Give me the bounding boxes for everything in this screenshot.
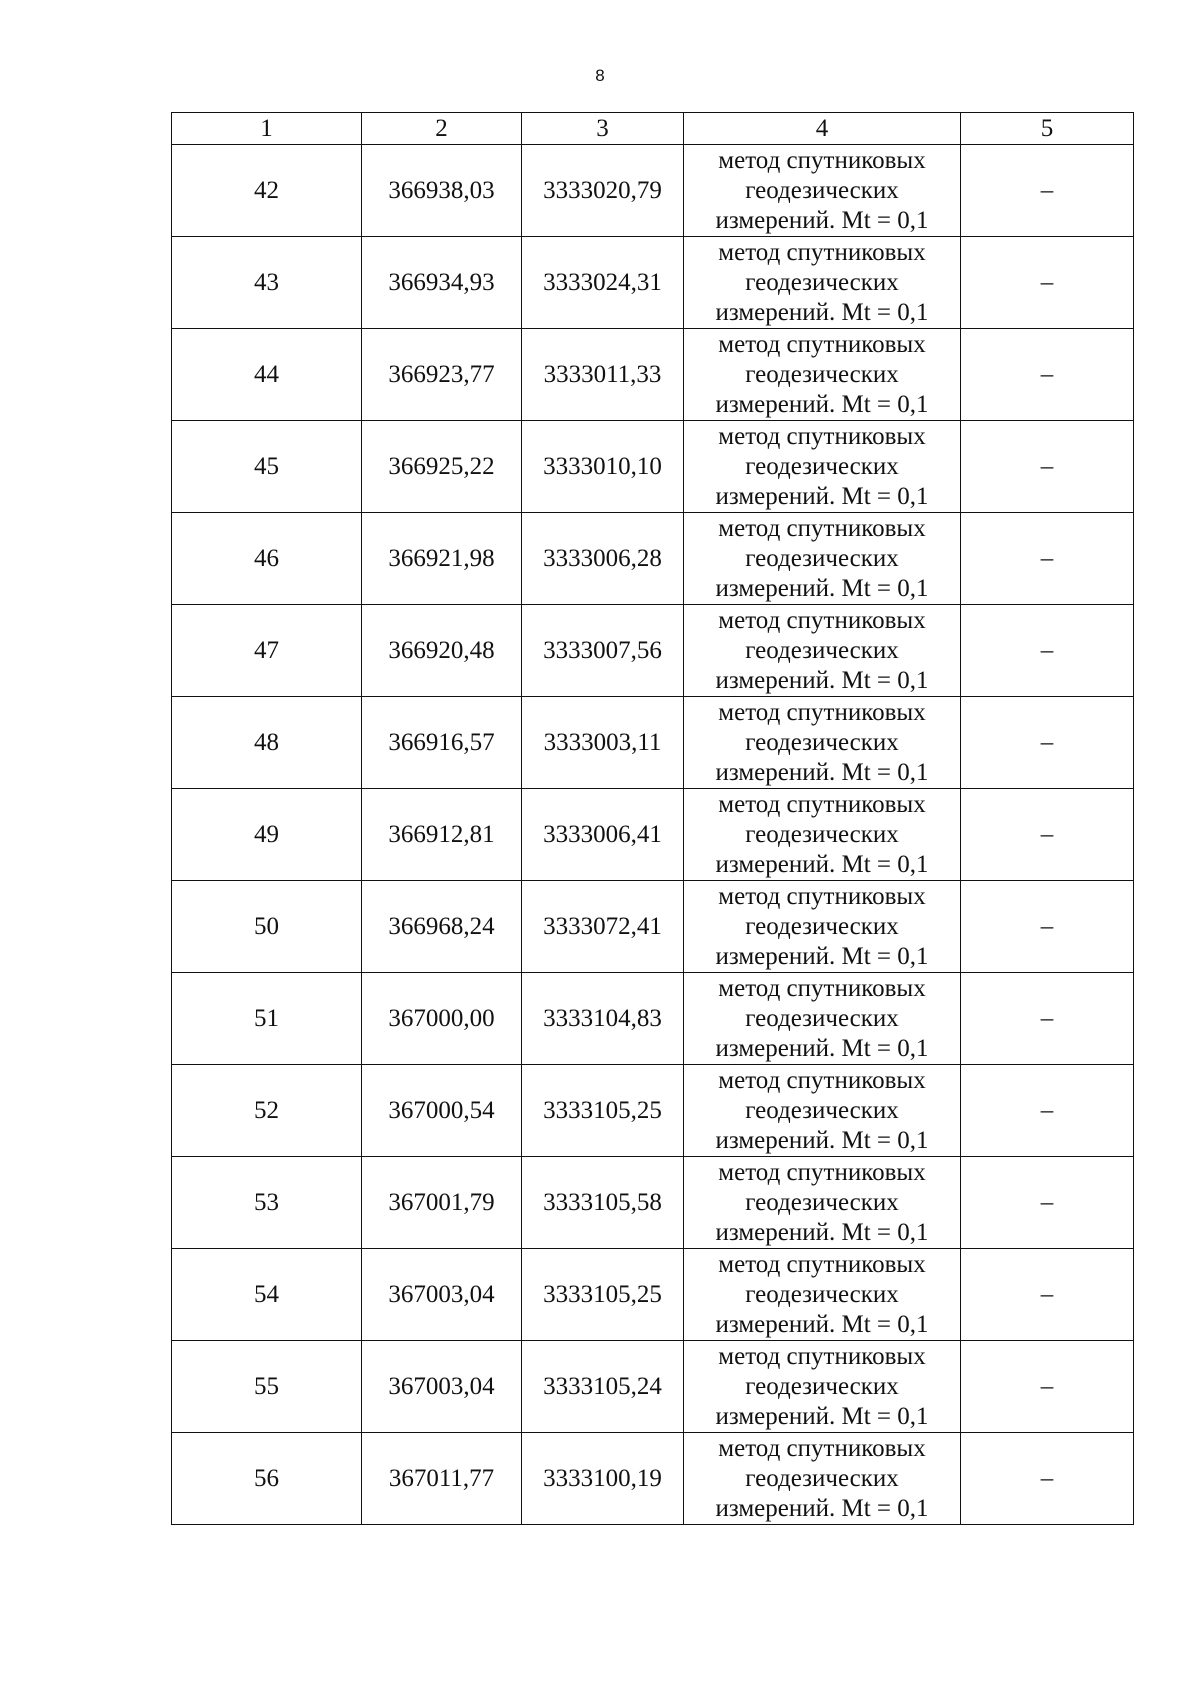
point-number-cell: 53 — [172, 1157, 362, 1249]
method-line: метод спутниковых — [718, 422, 926, 450]
method-line: метод спутниковых — [718, 882, 926, 910]
x-coordinate-cell: 366921,98 — [362, 513, 522, 605]
point-number-cell: 50 — [172, 881, 362, 973]
note-cell: – — [961, 789, 1134, 881]
y-coordinate-cell: 3333007,56 — [522, 605, 684, 697]
method-line: измерений. Mt = 0,1 — [715, 1310, 929, 1338]
point-number-cell: 55 — [172, 1341, 362, 1433]
method-cell — [684, 329, 961, 421]
column-header-3: 3 — [522, 113, 684, 145]
table-row — [172, 1341, 1134, 1433]
y-coordinate-cell: 3333105,25 — [522, 1249, 684, 1341]
x-coordinate-cell: 366925,22 — [362, 421, 522, 513]
method-line: геодезических — [745, 360, 899, 388]
method-line: геодезических — [745, 1372, 899, 1400]
method-line: геодезических — [745, 728, 899, 756]
method-line: измерений. Mt = 0,1 — [715, 298, 929, 326]
y-coordinate-cell: 3333024,31 — [522, 237, 684, 329]
note-cell: – — [961, 1433, 1134, 1525]
point-number-cell: 52 — [172, 1065, 362, 1157]
table-row — [172, 881, 1134, 973]
table-row — [172, 1433, 1134, 1525]
note-cell: – — [961, 513, 1134, 605]
table-row — [172, 789, 1134, 881]
method-line: геодезических — [745, 1004, 899, 1032]
column-header-1: 1 — [172, 113, 362, 145]
x-coordinate-cell: 367000,54 — [362, 1065, 522, 1157]
method-line: метод спутниковых — [718, 330, 926, 358]
method-cell — [684, 1249, 961, 1341]
note-cell: – — [961, 145, 1134, 237]
point-number-cell: 43 — [172, 237, 362, 329]
method-cell — [684, 605, 961, 697]
method-line: метод спутниковых — [718, 1066, 926, 1094]
y-coordinate-cell: 3333010,10 — [522, 421, 684, 513]
y-coordinate-cell: 3333011,33 — [522, 329, 684, 421]
x-coordinate-cell: 366923,77 — [362, 329, 522, 421]
method-cell — [684, 697, 961, 789]
x-coordinate-cell: 367000,00 — [362, 973, 522, 1065]
note-cell: – — [961, 421, 1134, 513]
method-cell — [684, 145, 961, 237]
note-cell: – — [961, 881, 1134, 973]
point-number-cell: 45 — [172, 421, 362, 513]
x-coordinate-cell: 367003,04 — [362, 1341, 522, 1433]
method-line: измерений. Mt = 0,1 — [715, 390, 929, 418]
method-line: измерений. Mt = 0,1 — [715, 1034, 929, 1062]
x-coordinate-cell: 367001,79 — [362, 1157, 522, 1249]
method-line: измерений. Mt = 0,1 — [715, 1494, 929, 1522]
method-cell — [684, 881, 961, 973]
y-coordinate-cell: 3333104,83 — [522, 973, 684, 1065]
method-line: геодезических — [745, 636, 899, 664]
y-coordinate-cell: 3333105,25 — [522, 1065, 684, 1157]
method-line: геодезических — [745, 1096, 899, 1124]
x-coordinate-cell: 366938,03 — [362, 145, 522, 237]
page-number: 8 — [595, 66, 605, 85]
y-coordinate-cell: 3333006,28 — [522, 513, 684, 605]
y-coordinate-cell: 3333072,41 — [522, 881, 684, 973]
method-line: геодезических — [745, 452, 899, 480]
point-number-cell: 56 — [172, 1433, 362, 1525]
table-body — [172, 145, 1134, 1525]
method-line: геодезических — [745, 176, 899, 204]
y-coordinate-cell: 3333003,11 — [522, 697, 684, 789]
note-cell: – — [961, 1341, 1134, 1433]
table-row — [172, 1065, 1134, 1157]
method-line: метод спутниковых — [718, 974, 926, 1002]
note-cell: – — [961, 1157, 1134, 1249]
method-line: метод спутниковых — [718, 238, 926, 266]
table-row — [172, 1249, 1134, 1341]
method-line: метод спутниковых — [718, 1434, 926, 1462]
method-cell — [684, 1341, 961, 1433]
point-number-cell: 49 — [172, 789, 362, 881]
method-line: геодезических — [745, 1188, 899, 1216]
method-line: измерений. Mt = 0,1 — [715, 1218, 929, 1246]
table-row — [172, 605, 1134, 697]
y-coordinate-cell: 3333100,19 — [522, 1433, 684, 1525]
header-row — [172, 113, 1134, 145]
table-header — [172, 113, 1134, 145]
method-cell — [684, 237, 961, 329]
method-line: измерений. Mt = 0,1 — [715, 574, 929, 602]
table-row — [172, 1157, 1134, 1249]
note-cell: – — [961, 973, 1134, 1065]
table-row — [172, 145, 1134, 237]
note-cell: – — [961, 1065, 1134, 1157]
y-coordinate-cell: 3333006,41 — [522, 789, 684, 881]
x-coordinate-cell: 366912,81 — [362, 789, 522, 881]
point-number-cell: 51 — [172, 973, 362, 1065]
column-header-5: 5 — [961, 113, 1134, 145]
table-row — [172, 329, 1134, 421]
method-line: метод спутниковых — [718, 146, 926, 174]
x-coordinate-cell: 366916,57 — [362, 697, 522, 789]
method-line: измерений. Mt = 0,1 — [715, 758, 929, 786]
y-coordinate-cell: 3333020,79 — [522, 145, 684, 237]
point-number-cell: 42 — [172, 145, 362, 237]
method-cell — [684, 513, 961, 605]
method-line: измерений. Mt = 0,1 — [715, 1402, 929, 1430]
method-line: метод спутниковых — [718, 698, 926, 726]
note-cell: – — [961, 697, 1134, 789]
y-coordinate-cell: 3333105,58 — [522, 1157, 684, 1249]
x-coordinate-cell: 366920,48 — [362, 605, 522, 697]
note-cell: – — [961, 329, 1134, 421]
note-cell: – — [961, 1249, 1134, 1341]
point-number-cell: 46 — [172, 513, 362, 605]
method-line: геодезических — [745, 268, 899, 296]
coordinates-table — [171, 112, 1134, 1525]
method-line: геодезических — [745, 1280, 899, 1308]
method-line: метод спутниковых — [718, 1250, 926, 1278]
method-line: измерений. Mt = 0,1 — [715, 942, 929, 970]
method-line: метод спутниковых — [718, 1342, 926, 1370]
method-line: измерений. Mt = 0,1 — [715, 850, 929, 878]
x-coordinate-cell: 366934,93 — [362, 237, 522, 329]
method-cell — [684, 789, 961, 881]
x-coordinate-cell: 366968,24 — [362, 881, 522, 973]
method-line: метод спутниковых — [718, 606, 926, 634]
table-row — [172, 697, 1134, 789]
table-row — [172, 973, 1134, 1065]
point-number-cell: 44 — [172, 329, 362, 421]
method-line: геодезических — [745, 544, 899, 572]
method-cell — [684, 1065, 961, 1157]
table-row — [172, 237, 1134, 329]
method-line: измерений. Mt = 0,1 — [715, 666, 929, 694]
method-line: метод спутниковых — [718, 514, 926, 542]
method-line: геодезических — [745, 912, 899, 940]
column-header-4: 4 — [684, 113, 961, 145]
x-coordinate-cell: 367011,77 — [362, 1433, 522, 1525]
method-line: метод спутниковых — [718, 790, 926, 818]
method-line: измерений. Mt = 0,1 — [715, 1126, 929, 1154]
point-number-cell: 54 — [172, 1249, 362, 1341]
method-line: метод спутниковых — [718, 1158, 926, 1186]
method-line: геодезических — [745, 820, 899, 848]
method-line: геодезических — [745, 1464, 899, 1492]
y-coordinate-cell: 3333105,24 — [522, 1341, 684, 1433]
note-cell: – — [961, 605, 1134, 697]
point-number-cell: 48 — [172, 697, 362, 789]
column-header-2: 2 — [362, 113, 522, 145]
note-cell: – — [961, 237, 1134, 329]
method-cell — [684, 1157, 961, 1249]
point-number-cell: 47 — [172, 605, 362, 697]
table-row — [172, 513, 1134, 605]
method-line: измерений. Mt = 0,1 — [715, 206, 929, 234]
method-cell — [684, 1433, 961, 1525]
method-cell — [684, 421, 961, 513]
table-row — [172, 421, 1134, 513]
x-coordinate-cell: 367003,04 — [362, 1249, 522, 1341]
method-line: измерений. Mt = 0,1 — [715, 482, 929, 510]
method-cell — [684, 973, 961, 1065]
